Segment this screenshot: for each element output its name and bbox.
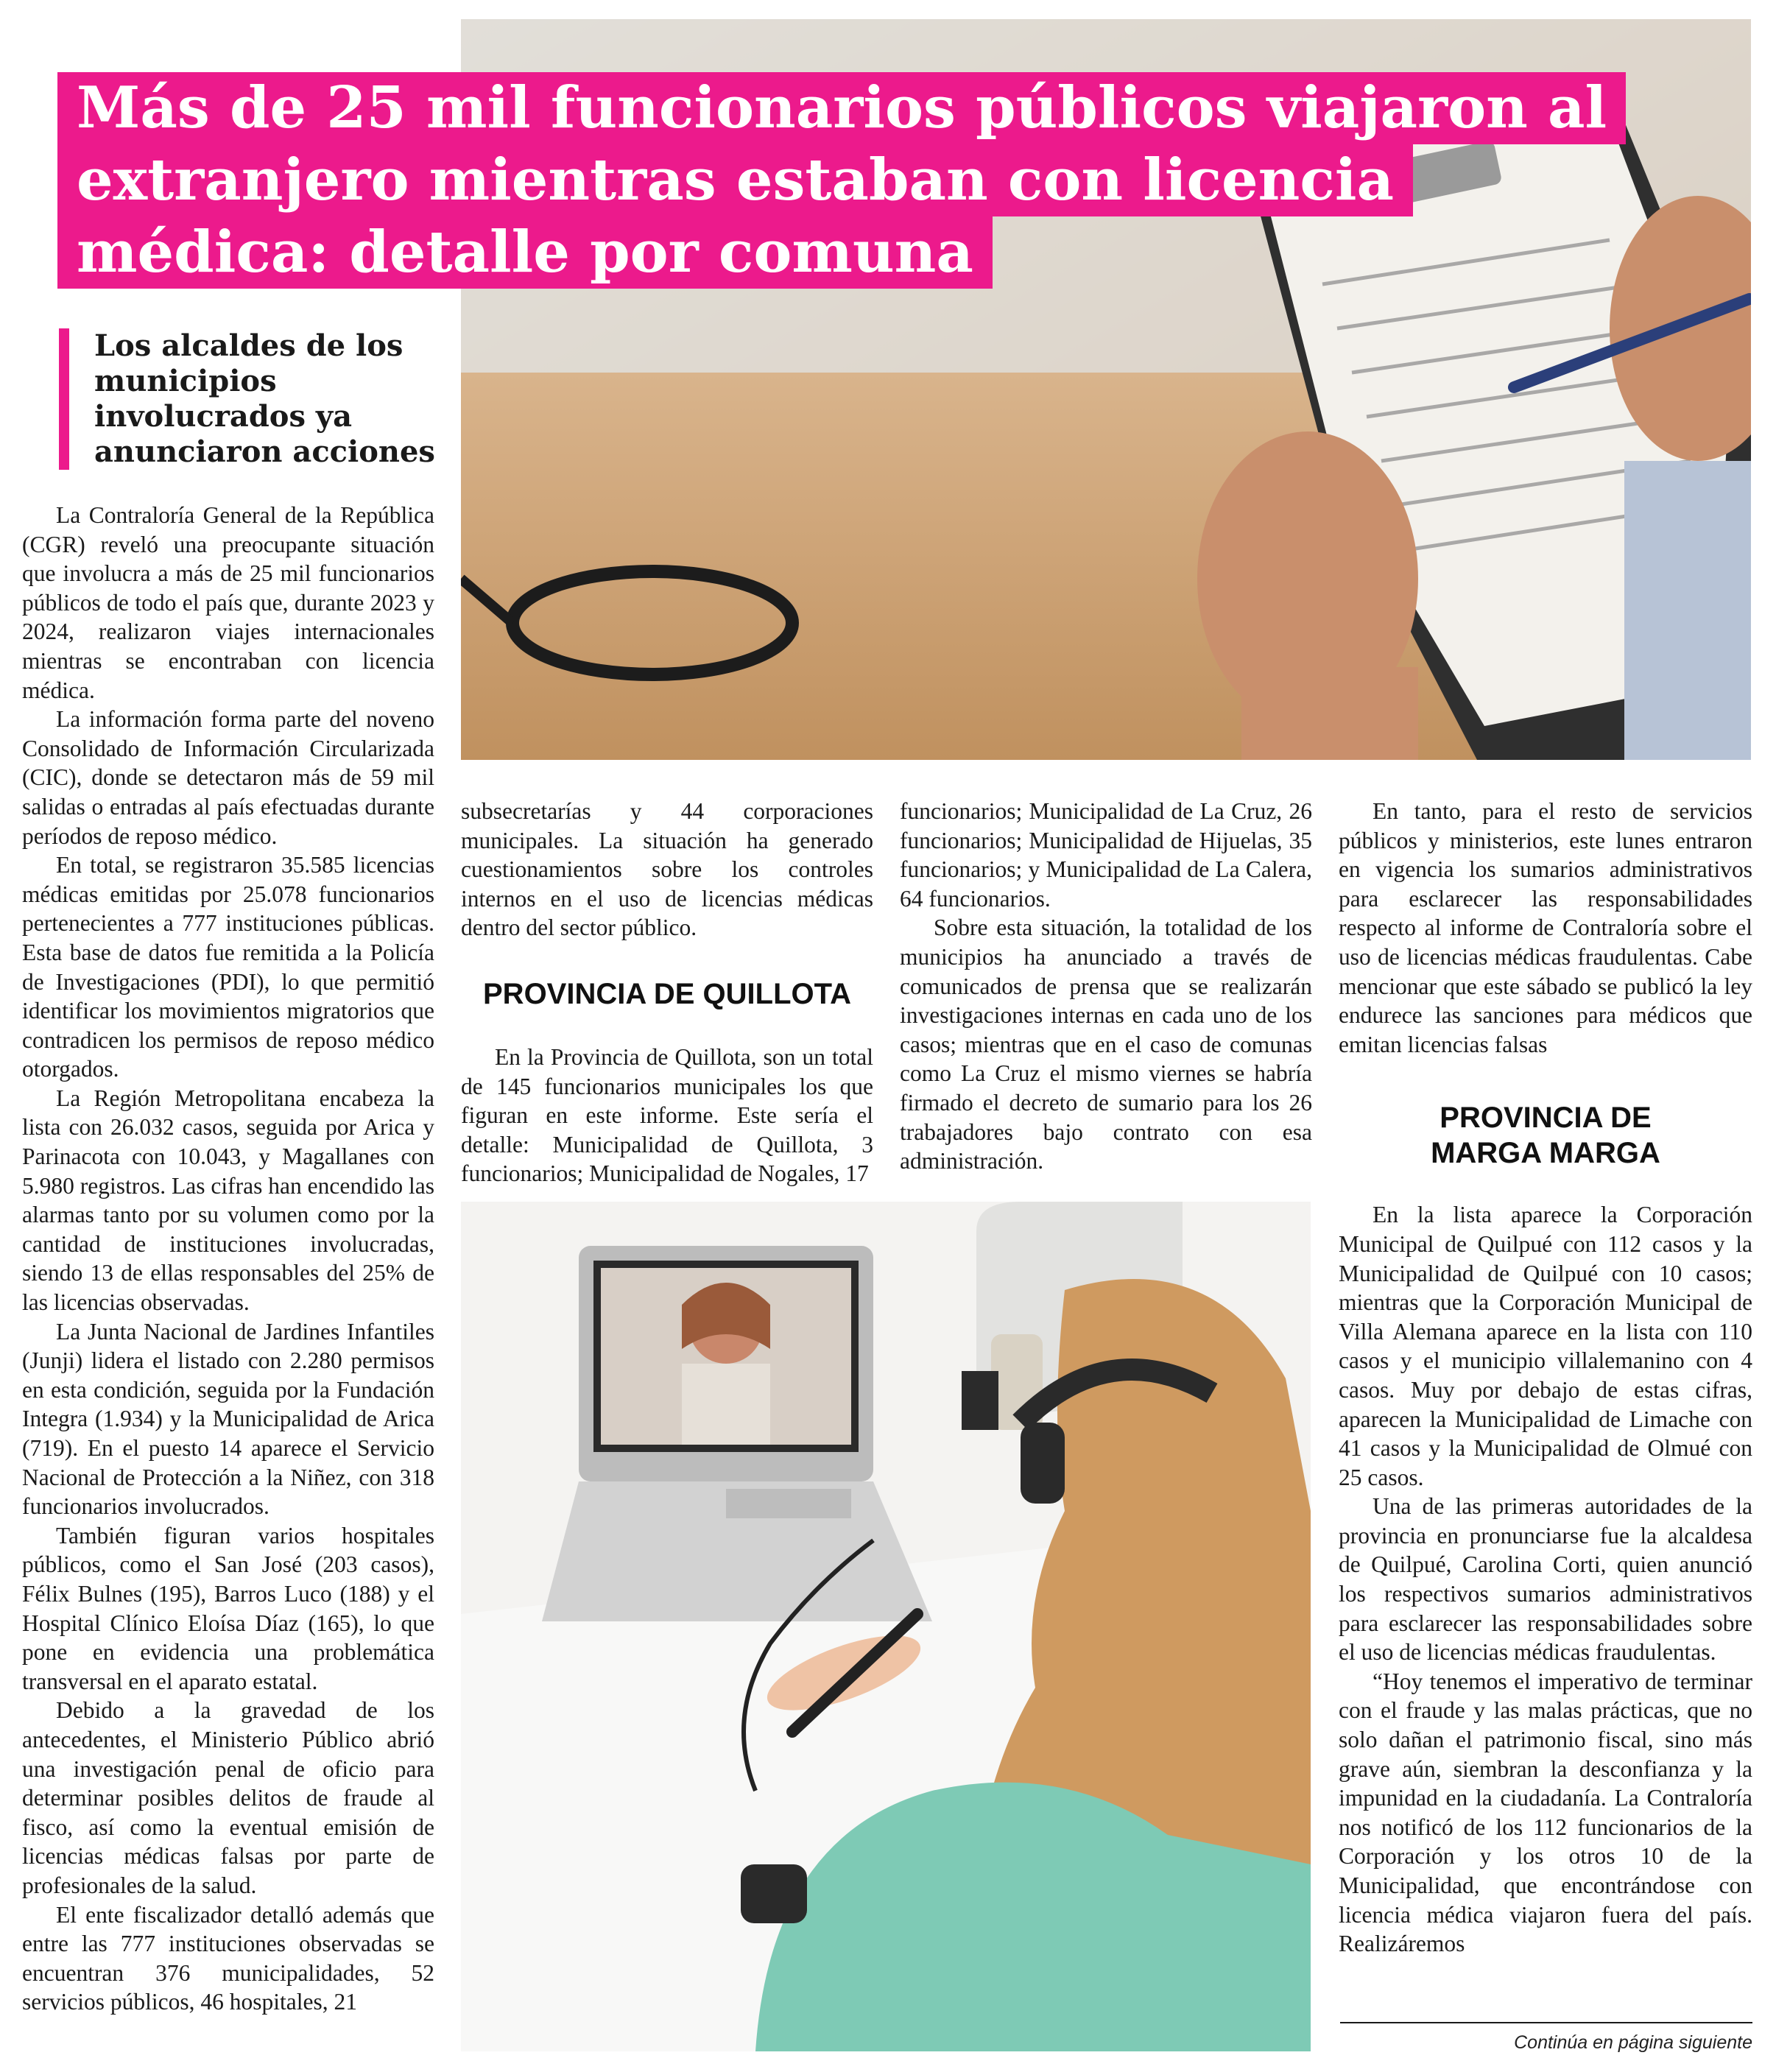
section-heading-line: MARGA MARGA — [1431, 1137, 1660, 1170]
paragraph: funcionarios; Municipalidad de La Cruz, 26 funcionarios; Municipalidad de Hijuelas, 35 funcionarios; y Municipalidad de La Calera, 64 funcionarios. — [900, 798, 1312, 912]
paragraph: La información forma parte del noveno Consolidado de Información Circularizada (CIC), donde se detectaron más de 59 mil salidas o entradas al país efectuadas durante períodos de reposo médico. — [22, 706, 434, 849]
paragraph: En la lista aparece la Corporación Municipal de Quilpué con 112 casos y la Municipalidad de Quilpué con 10 casos; mientras que la Corporación Municipal de Villa Alemana aparece en la lista con 110 casos y el municipio villalemanino con 4 casos. Muy por debajo de estas cifras, aparecen la Municipalidad de Limache con 41 casos y la Municipalidad de Olmué con 25 casos. — [1339, 1202, 1752, 1490]
paragraph: En la Provincia de Quillota, son un total de 145 funcionarios municipales los que figuran en este informe. Este sería el detalle: Municipalidad de Quillota, 3 funcionarios; Municipalidad de Nogales, 17 — [461, 1043, 873, 1187]
section-heading-line: PROVINCIA DE — [1440, 1102, 1652, 1135]
kicker: Los alcaldes de los municipios involucrados ya anunciaron acciones — [59, 328, 477, 470]
paragraph: La Contraloría General de la República (CGR) reveló una preocupante situación que involucra a más de 25 mil funcionarios públicos de todo el país que, durante 2023 y 2024, realizaron viajes internacionales mientras se encontraban con licencia médica. — [22, 502, 434, 703]
column-4 — [1339, 797, 1752, 1959]
telemedicine-photo — [461, 1202, 1311, 2051]
headline-line: médica: detalle por comuna — [57, 216, 993, 289]
section-heading-quillota: PROVINCIA DE QUILLOTA — [483, 977, 851, 1010]
paragraph: “Hoy tenemos el imperativo de terminar con el fraude y las malas prácticas, que no solo dañan el patrimonio fiscal, sino más grave aún, siembran la desconfianza y la impunidad en la ciudadanía. La Contraloría nos notificó de los 112 funcionarios de la Corporación y los otros 10 de la Municipalidad, que encontrándose con licencia médica viajaron fuera del país. Realizáremos — [1339, 1668, 1752, 1957]
paragraph: La Región Metropolitana encabeza la lista con 26.032 casos, seguida por Arica y Parinacota con 10.043, y Magallanes con 5.980 registros. Las cifras han encendido las alarmas tanto por su volumen como por la cantidad de instituciones involucradas, siendo 13 de ellas responsables del 25% de las licencias observadas. — [22, 1085, 434, 1316]
paragraph: subsecretarías y 44 corporaciones municipales. La situación ha generado cuestionamientos sobre los controles internos en el uso de licencias médicas dentro del sector público. — [461, 798, 873, 941]
paragraph: Debido a la gravedad de los antecedentes, el Ministerio Público abrió una investigación penal de oficio para determinar posibles delitos de fraude al fisco, así como la eventual emisión de licencias médicas falsas por parte de profesionales de la salud. — [22, 1697, 434, 1898]
continued-note: Continúa en página siguiente — [1514, 2032, 1752, 2053]
column-3 — [900, 797, 1312, 1176]
paragraph: La Junta Nacional de Jardines Infantiles (Junji) lidera el listado con 2.280 permisos en esta condición, seguida por la Fundación Integra (1.934) y la Municipalidad de Arica (719). En el puesto 14 aparece el Servicio Nacional de Protección a la Niñez, con 318 funcionarios involucrados. — [22, 1318, 434, 1520]
paragraph: En total, se registraron 35.585 licencias médicas emitidas por 25.078 funcionarios pertenecientes a 777 instituciones públicas. Esta base de datos fue remitida a la Policía de Investigaciones (PDI), lo que permitió identificar los movimientos migratorios que contradicen los permisos de reposo médico otorgados. — [22, 852, 434, 1082]
paragraph: El ente fiscalizador detalló además que entre las 777 instituciones observadas se encuentran 376 municipalidades, 52 servicios públicos, 46 hospitales, 21 — [22, 1901, 434, 2015]
headline-line: extranjero mientras estaban con licencia — [57, 144, 1413, 216]
column-1 — [22, 501, 434, 2017]
paragraph: En tanto, para el resto de servicios públicos y ministerios, este lunes entraron en vigencia los sumarios administrativos para esclarecer las responsabilidades respecto al informe de Contraloría sobre el uso de licencias médicas fraudulentas. Cabe mencionar que este sábado se publicó la ley endurece las sanciones para médicos que emitan licencias falsas — [1339, 798, 1752, 1057]
paragraph: Sobre esta situación, la totalidad de los municipios ha anunciado a través de comunicados de prensa que se realizarán investigaciones internas en cada uno de los casos; mientras que en el caso de comunas como La Cruz el mismo viernes se habría firmado el decreto de sumario para los 26 trabajadores bajo contrato con esa administración. — [900, 915, 1312, 1174]
headline — [57, 72, 1607, 289]
column-2 — [461, 797, 873, 1188]
footer-rule — [1340, 2022, 1752, 2023]
paragraph: Una de las primeras autoridades de la provincia en pronunciarse fue la alcaldesa de Quilpué, Carolina Corti, quien anunció los respectivos sumarios administrativos para esclarecer las responsabilidades sobre el uso de licencias médicas fraudulentas. — [1339, 1493, 1752, 1666]
paragraph: También figuran varios hospitales públicos, como el San José (203 casos), Félix Bulnes (195), Barros Luco (188) y el Hospital Clínico Eloísa Díaz (165), lo que pone en evidencia una problemática transversal en el aparato estatal. — [22, 1522, 434, 1694]
section-heading-marga-marga — [1339, 1100, 1752, 1171]
headline-line: Más de 25 mil funcionarios públicos viajaron al — [57, 72, 1626, 144]
